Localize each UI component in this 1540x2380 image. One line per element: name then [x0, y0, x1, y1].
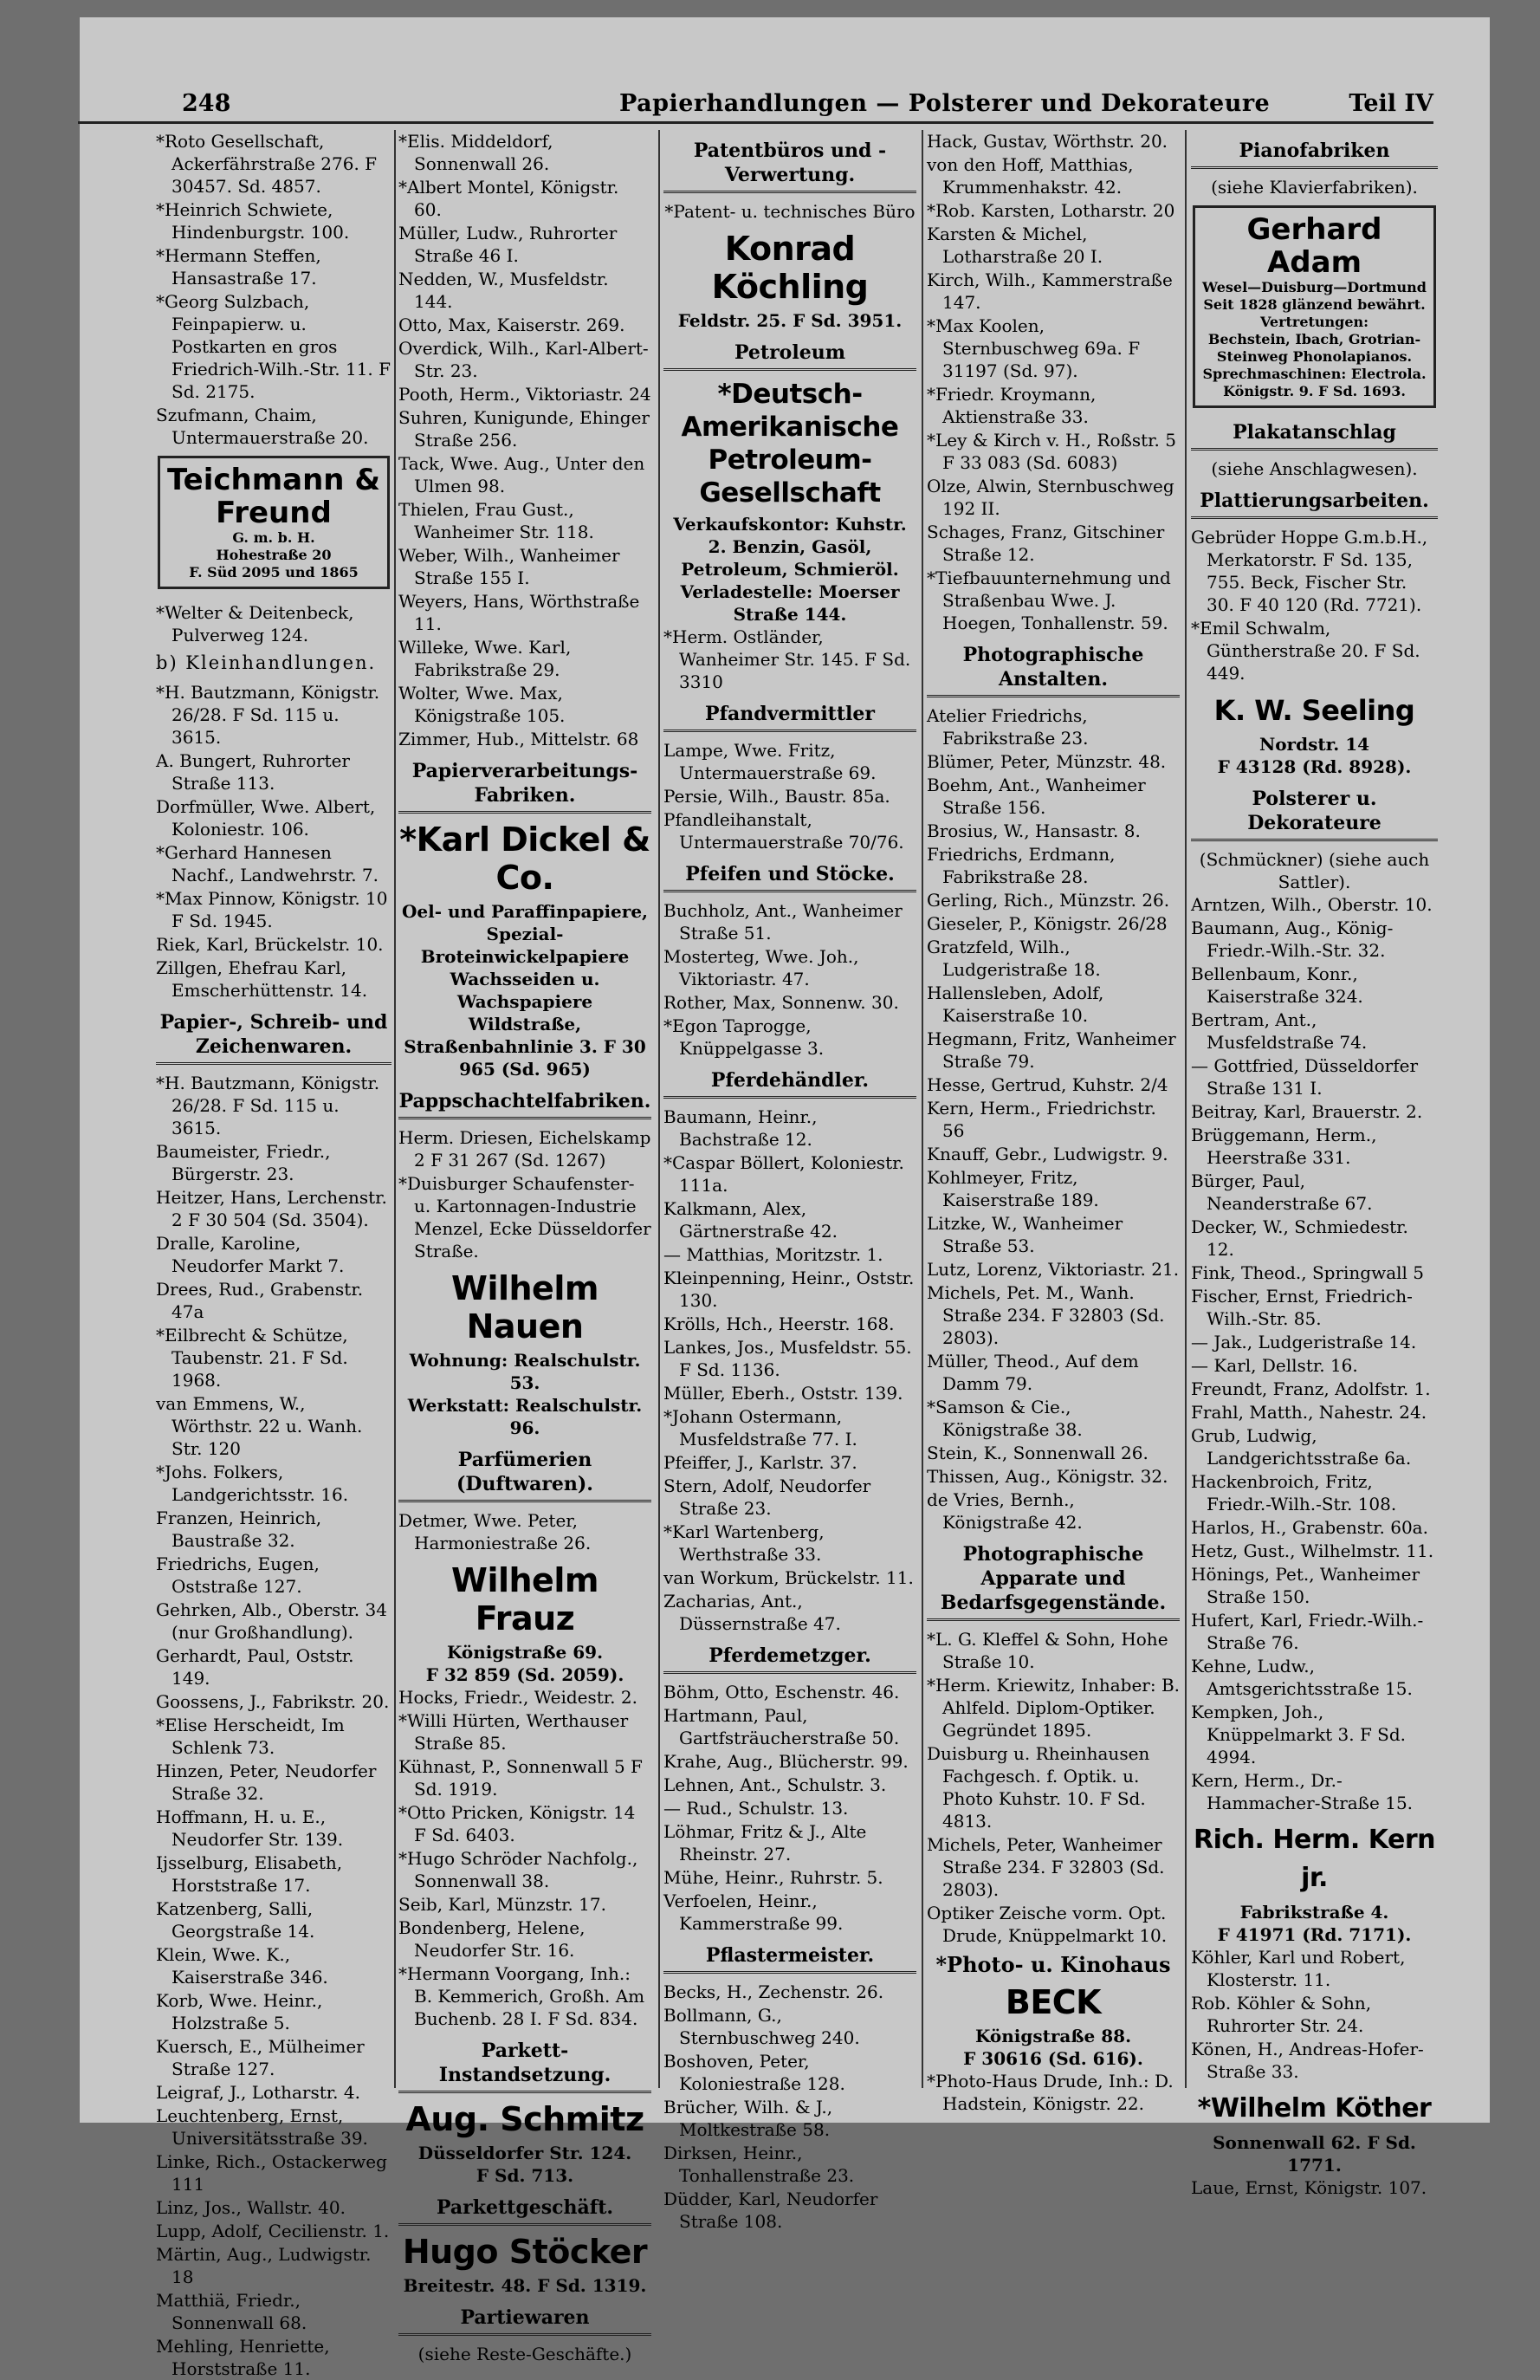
- entry-list: [927, 704, 1180, 1534]
- directory-entry: Lutz, Lorenz, Viktoriastr. 21.: [927, 1259, 1180, 1280]
- directory-entry: Brücher, Wilh. & J., Moltkestraße 58.: [663, 2097, 833, 2140]
- directory-entry: *Herm. Ostländer, Wanheimer Str. 145. F Sd. 3310: [663, 626, 911, 692]
- directory-entry: Hartmann, Paul, Gartfsträucherstraße 50.: [663, 1705, 900, 1748]
- directory-entry: Lampe, Wwe. Fritz, Untermauerstraße 69.: [663, 740, 877, 783]
- ad-line: Werkstatt: Realschulstr. 96.: [407, 1395, 643, 1438]
- ad-line: F. Süd 2095 und 1865: [189, 564, 359, 580]
- ad-line: Sprechmaschinen: Electrola.: [1202, 366, 1427, 382]
- directory-entry: Boshoven, Peter, Koloniestraße 128.: [663, 2051, 845, 2094]
- directory-entry: Riek, Karl, Brückelstr. 10.: [156, 934, 384, 955]
- ad-line: Bechstein, Ibach, Grotrian-Steinweg Phonolapianos.: [1207, 331, 1421, 365]
- directory-entry: *H. Bautzmann, Königstr. 26/28. F Sd. 115 u. 3615.: [156, 682, 380, 748]
- directory-entry: *H. Bautzmann, Königstr. 26/28. F Sd. 115 u. 3615.: [156, 1073, 380, 1138]
- directory-entry: Katzenberg, Salli, Georgstraße 14.: [156, 1898, 315, 1942]
- directory-entry: Kleinpenning, Heinr., Oststr. 130.: [663, 1268, 915, 1311]
- directory-entry: *Eilbrecht & Schütze, Taubenstr. 21. F Sd. 1968.: [156, 1325, 348, 1391]
- section-heading: Plattierungsarbeiten.: [1191, 489, 1438, 519]
- directory-entry: Bürger, Paul, Neanderstraße 67.: [1191, 1171, 1373, 1214]
- entry-list: [398, 1686, 651, 2030]
- directory-entry: Kern, Herm., Friedrichstr. 56: [927, 1098, 1156, 1141]
- directory-entry: Szufmann, Chaim, Untermauerstraße 20.: [156, 405, 369, 448]
- entry-list: [156, 130, 391, 449]
- ad-line: Vertretungen:: [1259, 314, 1369, 330]
- directory-entry: Lupp, Adolf, Cecilienstr. 1.: [156, 2221, 390, 2241]
- directory-entry: Optiker Zeische vorm. Opt. Drude, Knüppelmarkt 10.: [927, 1903, 1168, 1946]
- directory-entry: *Rob. Karsten, Lotharstr. 20: [927, 200, 1175, 221]
- directory-entry: Linz, Jos., Wallstr. 40.: [156, 2197, 346, 2218]
- directory-entry: Könen, H., Andreas-Hofer-Straße 33.: [1191, 2039, 1424, 2082]
- directory-entry: Michels, Peter, Wanheimer Straße 234. F 32803 (Sd. 2803).: [927, 1834, 1165, 1900]
- directory-entry: *Hermann Steffen, Hansastraße 17.: [156, 245, 321, 289]
- ad-line: F 30616 (Sd. 616).: [963, 2048, 1143, 2069]
- directory-entry: *Welter & Deitenbeck, Pulverweg 124.: [156, 602, 354, 645]
- directory-entry: Weber, Wilh., Wanheimer Straße 155 I.: [398, 545, 620, 588]
- directory-entry: Willeke, Wwe. Karl, Fabrikstraße 29.: [398, 637, 572, 680]
- ad-line: Feldstr. 25. F Sd. 3951.: [677, 310, 903, 331]
- directory-entry: *Willi Hürten, Werthauser Straße 85.: [398, 1710, 629, 1754]
- ad-company-name: Rich. Herm. Kern jr.: [1194, 1825, 1435, 1893]
- directory-entry: *Ley & Kirch v. H., Roßstr. 5 F 33 083 (Sd. 6083): [927, 430, 1176, 473]
- directory-entry: Matthiä, Friedr., Sonnenwall 68.: [156, 2290, 307, 2333]
- directory-entry: Suhren, Kunigunde, Ehinger Straße 256.: [398, 407, 650, 451]
- directory-entry: Rob. Köhler & Sohn, Ruhrorter Str. 24.: [1191, 1993, 1372, 2036]
- column-3: [663, 130, 916, 2232]
- section-heading: Pferdemetzger.: [663, 1644, 916, 1674]
- directory-entry: *Karl Wartenberg, Werthstraße 33.: [663, 1521, 825, 1565]
- directory-entry: Stein, K., Sonnenwall 26.: [927, 1443, 1149, 1463]
- section-heading: Pferdehändler.: [663, 1068, 916, 1099]
- directory-entry: *Emil Schwalm, Güntherstraße 20. F Sd. 449.: [1191, 618, 1420, 684]
- section-heading: Pianofabriken: [1191, 139, 1438, 169]
- directory-entry: Gebrüder Hoppe G.m.b.H., Merkatorstr. F Sd. 135, 755. Beck, Fischer Str. 30. F 40 120 (Rd. 7721).: [1191, 527, 1428, 615]
- ad-line: Fabrikstraße 4.: [1239, 1902, 1389, 1923]
- directory-entry: *L. G. Kleffel & Sohn, Hohe Straße 10.: [927, 1629, 1168, 1672]
- column-divider: [1185, 130, 1187, 2088]
- directory-entry: Zacharias, Ant., Düssernstraße 47.: [663, 1591, 841, 1634]
- entry-list: [663, 1981, 916, 2233]
- directory-entry: Litzke, W., Wanheimer Straße 53.: [927, 1213, 1123, 1256]
- ad-company-name: Wilhelm Nauen: [451, 1269, 599, 1346]
- entry-list: [663, 739, 916, 853]
- directory-entry: Weyers, Hans, Wörthstraße 11.: [398, 591, 640, 634]
- ad-text-lines: [398, 1641, 651, 1686]
- section-heading: Pfandvermittler: [663, 702, 916, 732]
- entry-list: [663, 899, 916, 1060]
- directory-entry: Kempken, Joh., Knüppelmarkt 3. F Sd. 4994.: [1191, 1702, 1407, 1767]
- ad-line: Königstraße 88.: [974, 2026, 1132, 2046]
- directory-entry: Duisburg u. Rheinhausen Fachgesch. f. Optik. u. Photo Kuhstr. 10. F Sd. 4813.: [927, 1743, 1150, 1832]
- directory-entry: Hallensleben, Adolf, Kaiserstraße 10.: [927, 982, 1104, 1026]
- directory-entry: Klein, Wwe. K., Kaiserstraße 346.: [156, 1944, 328, 1988]
- section-heading: Pappschachtelfabriken.: [398, 1089, 651, 1119]
- directory-entry: Bollmann, G., Sternbuschweg 240.: [663, 2005, 860, 2048]
- advertisement-box: [1193, 205, 1436, 408]
- entry-list: [1191, 1946, 1438, 2083]
- ad-company-name: *Deutsch-Amerikanische Petroleum-Gesellschaft: [681, 379, 899, 509]
- directory-entry: Kuersch, E., Mülheimer Straße 127.: [156, 2036, 365, 2079]
- directory-entry: Olze, Alwin, Sternbuschweg 192 II.: [927, 476, 1174, 519]
- directory-entry: Krahe, Aug., Blücherstr. 99.: [663, 1751, 909, 1772]
- directory-entry: Zimmer, Hub., Mittelstr. 68: [398, 729, 639, 749]
- directory-entry: — Gottfried, Düsseldorfer Straße 131 I.: [1191, 1055, 1419, 1099]
- directory-entry: Hufert, Karl, Friedr.-Wilh.-Straße 76.: [1191, 1610, 1424, 1653]
- section-heading: Pflastermeister.: [663, 1943, 916, 1974]
- directory-entry: *Egon Taprogge, Knüppelgasse 3.: [663, 1015, 825, 1059]
- entry-list: [398, 1126, 651, 1262]
- directory-entry: — Rud., Schulstr. 13.: [663, 1798, 849, 1819]
- directory-entry: Overdick, Wilh., Karl-Albert-Str. 23.: [398, 338, 649, 381]
- ad-line: Sonnenwall 62. F Sd. 1771.: [1213, 2132, 1416, 2176]
- part-label: Teil IV: [1349, 90, 1433, 117]
- directory-entry: Nedden, W., Musfeldstr. 144.: [398, 269, 609, 312]
- ad-text-lines: [398, 900, 651, 1080]
- directory-entry: Mosterteg, Wwe. Joh., Viktoriastr. 47.: [663, 946, 859, 989]
- directory-entry: Otto, Max, Kaiserstr. 269.: [398, 315, 625, 335]
- ad-line: Oel- und Paraffinpapiere, Spezial-Broteinwickelpapiere Wachsseiden u. Wachspapiere: [401, 901, 649, 1012]
- ad-text-lines: [1191, 1901, 1438, 1946]
- directory-entry: Friedrichs, Eugen, Oststraße 127.: [156, 1553, 320, 1597]
- directory-entry: Schages, Franz, Gitschiner Straße 12.: [927, 522, 1165, 565]
- directory-entry: Becks, H., Zechenstr. 26.: [663, 1981, 884, 2002]
- directory-entry: Freundt, Franz, Adolfstr. 1.: [1191, 1378, 1431, 1399]
- directory-entry: Hocks, Friedr., Weidestr. 2.: [398, 1687, 637, 1708]
- directory-entry: Bondenberg, Helene, Neudorfer Str. 16.: [398, 1917, 586, 1961]
- column-2: [398, 130, 651, 2364]
- directory-entry: Stern, Adolf, Neudorfer Straße 23.: [663, 1475, 871, 1519]
- directory-entry: *Caspar Böllert, Koloniestr. 111a.: [663, 1152, 904, 1196]
- directory-entry: Verfoelen, Heinr., Kammerstraße 99.: [663, 1890, 844, 1934]
- directory-entry: Gratzfeld, Wilh., Ludgeristraße 18.: [927, 937, 1101, 980]
- section-heading: Parkettgeschäft.: [398, 2195, 651, 2226]
- entry-list: [927, 130, 1180, 634]
- directory-entry: *Georg Sulzbach, Feinpapierw. u. Postkarten en gros Friedrich-Wilh.-Str. 11. F Sd. 2175.: [156, 291, 391, 402]
- directory-entry: *Friedr. Kroymann, Aktienstraße 33.: [927, 384, 1097, 427]
- directory-entry: Kirch, Wilh., Kammerstraße 147.: [927, 269, 1173, 313]
- ad-line: G. m. b. H.: [232, 529, 315, 546]
- directory-entry: Pfandleihanstalt, Untermauerstraße 70/76.: [663, 809, 904, 853]
- entry-list: [156, 681, 391, 1002]
- section-heading: Photographische Apparate und Bedarfsgegenstände.: [927, 1542, 1180, 1621]
- entry-list: [1191, 526, 1438, 684]
- section-heading: Parfümerien (Duftwaren).: [398, 1448, 651, 1502]
- directory-entry: Wolter, Wwe. Max, Königstraße 105.: [398, 683, 566, 726]
- directory-entry: A. Bungert, Ruhrorter Straße 113.: [156, 750, 350, 794]
- directory-entry: Düdder, Karl, Neudorfer Straße 108.: [663, 2189, 878, 2232]
- directory-entry: Lankes, Jos., Musfeldstr. 55. F Sd. 1136.: [663, 1337, 912, 1380]
- ad-line: Breitestr. 48. F Sd. 1319.: [403, 2275, 647, 2296]
- entry-list: [1191, 893, 1438, 1814]
- directory-entry: Märtin, Aug., Ludwigstr. 18: [156, 2244, 372, 2287]
- directory-entry: Müller, Theod., Auf dem Damm 79.: [927, 1351, 1139, 1394]
- directory-entry: Beitray, Karl, Brauerstr. 2.: [1191, 1101, 1423, 1122]
- ad-text-lines: [663, 309, 916, 332]
- directory-entry: Ijsselburg, Elisabeth, Horststraße 17.: [156, 1852, 343, 1896]
- ad-text-lines: [927, 2025, 1180, 2070]
- directory-entry: *Albert Montel, Königstr. 60.: [398, 177, 619, 220]
- directory-entry: van Emmens, W., Wörthstr. 22 u. Wanh. Str. 120: [156, 1393, 363, 1459]
- ad-company-name: *Karl Dickel & Co.: [399, 820, 650, 897]
- directory-entry: *Gerhard Hannesen Nachf., Landwehrstr. 7.: [156, 842, 379, 885]
- directory-entry: Mehling, Henriette, Horststraße 11.: [156, 2336, 330, 2379]
- advertisement-box: [158, 456, 390, 589]
- section-heading: Polsterer u. Dekorateure: [1191, 787, 1438, 841]
- cross-reference-note: (Schmückner) (siehe auch Sattler).: [1199, 849, 1430, 892]
- directory-entry: Hackenbroich, Fritz, Friedr.-Wilh.-Str. 108.: [1191, 1471, 1397, 1514]
- ad-line: Seit 1828 glänzend bewährt.: [1203, 296, 1426, 313]
- directory-entry: Decker, W., Schmiedestr. 12.: [1191, 1216, 1408, 1260]
- directory-entry: Atelier Friedrichs, Fabrikstraße 23.: [927, 705, 1089, 749]
- ad-company-name: Gerhard Adam: [1246, 212, 1382, 280]
- running-header: [78, 83, 1433, 124]
- ad-line: Wildstraße, Straßenbahnlinie 3. F 30 965 (Sd. 965): [404, 1014, 646, 1080]
- entry-list: [927, 1628, 1180, 1947]
- section-heading: Patentbüros und -Verwertung.: [663, 139, 916, 193]
- ad-text-lines: [1191, 2131, 1438, 2176]
- column-5: [1191, 130, 1438, 2198]
- directory-entry: Buchholz, Ant., Wanheimer Straße 51.: [663, 900, 903, 944]
- section-heading: Papierverarbeitungs-Fabriken.: [398, 759, 651, 814]
- column-4: [927, 130, 1180, 2114]
- directory-entry: *Heinrich Schwiete, Hindenburgstr. 100.: [156, 199, 350, 243]
- directory-entry: Friedrichs, Erdmann, Fabrikstraße 28.: [927, 844, 1116, 887]
- section-heading: Parkett-Instandsetzung.: [398, 2039, 651, 2093]
- directory-entry: Michels, Pet. M., Wanh. Straße 234. F 32803 (Sd. 2803).: [927, 1282, 1165, 1348]
- entry-list: [663, 626, 916, 693]
- cross-reference-note: (siehe Klavierfabriken).: [1211, 177, 1418, 198]
- directory-entry: Pfeiffer, J., Karlstr. 37.: [663, 1452, 857, 1473]
- ad-line: Wohnung: Realschulstr. 53.: [409, 1350, 641, 1393]
- ad-line: Nordstr. 14: [1259, 734, 1370, 755]
- ad-text-lines: [398, 2142, 651, 2187]
- directory-entry: Thissen, Aug., Königstr. 32.: [927, 1466, 1168, 1487]
- directory-entry: Kalkmann, Alex, Gärtnerstraße 42.: [663, 1198, 838, 1242]
- ad-line: Wesel—Duisburg—Dortmund: [1202, 279, 1427, 295]
- ad-company-name: *Wilhelm Köther: [1197, 2093, 1432, 2124]
- directory-entry: Hegmann, Fritz, Wanheimer Straße 79.: [927, 1028, 1176, 1072]
- directory-entry: Köhler, Karl und Robert, Klosterstr. 11.: [1191, 1947, 1406, 1990]
- directory-entry: Laue, Ernst, Königstr. 107.: [1191, 2177, 1427, 2198]
- directory-entry: *Samson & Cie., Königstraße 38.: [927, 1397, 1083, 1440]
- directory-entry: Herm. Driesen, Eichelskamp 2 F 31 267 (Sd. 1267): [398, 1127, 651, 1171]
- entry-list: [927, 2070, 1180, 2115]
- directory-entry: *Johann Ostermann, Musfeldstraße 77. I.: [663, 1406, 857, 1449]
- directory-entry: Kohlmeyer, Fritz, Kaiserstraße 189.: [927, 1167, 1099, 1210]
- ad-company-name: Aug. Schmitz: [405, 2100, 644, 2138]
- directory-entry: Heitzer, Hans, Lerchenstr. 2 F 30 504 (Sd. 3504).: [156, 1187, 387, 1230]
- directory-entry: Baumann, Heinr., Bachstraße 12.: [663, 1106, 818, 1150]
- ad-line: Hohestraße 20: [216, 547, 332, 563]
- section-heading: Photographische Anstalten.: [927, 643, 1180, 697]
- directory-entry: — Matthias, Moritzstr. 1.: [663, 1244, 883, 1265]
- ad-line: Königstr. 9. F Sd. 1693.: [1223, 383, 1406, 399]
- directory-entry: Pooth, Herm., Viktoriastr. 24: [398, 384, 651, 405]
- directory-entry: *Johs. Folkers, Landgerichtsstr. 16.: [156, 1462, 349, 1505]
- section-heading: Papier-, Schreib- und Zeichenwaren.: [156, 1010, 391, 1065]
- section-heading: Partiewaren: [398, 2305, 651, 2336]
- ad-line: F 43128 (Rd. 8928).: [1217, 756, 1412, 777]
- ad-company-name: Konrad Köchling: [711, 230, 869, 306]
- directory-entry: Bellenbaum, Konr., Kaiserstraße 324.: [1191, 963, 1363, 1007]
- directory-entry: Drees, Rud., Grabenstr. 47a: [156, 1279, 364, 1322]
- directory-entry: Franzen, Heinrich, Baustraße 32.: [156, 1508, 322, 1551]
- directory-entry: Gerhardt, Paul, Oststr. 149.: [156, 1645, 354, 1689]
- directory-entry: Krölls, Hch., Heerstr. 168.: [663, 1313, 895, 1334]
- directory-entry: Boehm, Ant., Wanheimer Straße 156.: [927, 775, 1146, 818]
- directory-entry: *Hugo Schröder Nachfolg., Sonnenwall 38.: [398, 1848, 638, 1891]
- ad-company-name: Wilhelm Frauz: [451, 1561, 599, 1637]
- ad-preline: *Patent- u. technisches Büro: [664, 201, 916, 222]
- directory-entry: *Max Koolen, Sternbuschweg 69a. F 31197 (Sd. 97).: [927, 315, 1141, 381]
- entry-list: [663, 1681, 916, 1935]
- directory-entry: Hoffmann, H. u. E., Neudorfer Str. 139.: [156, 1806, 344, 1850]
- directory-entry: Müller, Eberh., Oststr. 139.: [663, 1383, 903, 1404]
- directory-entry: Hack, Gustav, Wörthstr. 20.: [927, 131, 1168, 152]
- directory-entry: Thielen, Frau Gust., Wanheimer Str. 118.: [398, 499, 594, 542]
- ad-line: F 32 859 (Sd. 2059).: [425, 1664, 624, 1685]
- entry-list: [398, 130, 651, 750]
- cross-reference-note: (siehe Reste-Geschäfte.): [417, 2344, 632, 2364]
- directory-entry: Dirksen, Heinr., Tonhallenstraße 23.: [663, 2143, 855, 2186]
- directory-entry: Fischer, Ernst, Friedrich-Wilh.-Str. 85.: [1191, 1286, 1413, 1329]
- directory-entry: *Hermann Voorgang, Inh.: B. Kemmerich, Großh. Am Buchenb. 28 I. F Sd. 834.: [398, 1963, 645, 2029]
- directory-entry: van Workum, Brückelstr. 11.: [663, 1567, 914, 1588]
- column-divider: [658, 130, 660, 2088]
- ad-line: F Sd. 713.: [476, 2165, 574, 2186]
- directory-entry: *Elis. Middeldorf, Sonnenwall 26.: [398, 131, 553, 174]
- directory-entry: Kehne, Ludw., Amtsgerichtsstraße 15.: [1191, 1656, 1413, 1699]
- directory-entry: Müller, Ludw., Ruhrorter Straße 46 I.: [398, 223, 618, 266]
- directory-entry: *Duisburger Schaufenster- u. Kartonnagen-Industrie Menzel, Ecke Düsseldorfer Straße.: [398, 1173, 651, 1261]
- entry-list: [156, 601, 391, 646]
- directory-entry: Rother, Max, Sonnenw. 30.: [663, 992, 899, 1013]
- ad-line: Königstraße 69.: [446, 1642, 604, 1663]
- directory-entry: Karsten & Michel, Lotharstraße 20 I.: [927, 224, 1103, 267]
- ad-text-lines: [1199, 279, 1430, 400]
- directory-entry: Gehrken, Alb., Oberstr. 34 (nur Großhandlung).: [156, 1599, 387, 1643]
- ad-line: Düsseldorfer Str. 124.: [417, 2143, 632, 2163]
- directory-entry: Seib, Karl, Münzstr. 17.: [398, 1894, 606, 1915]
- directory-entry: von den Hoff, Matthias, Krummenhakstr. 42.: [927, 154, 1134, 198]
- page-title: Papierhandlungen — Polsterer und Dekorateure: [619, 90, 1271, 117]
- section-heading: Petroleum: [663, 340, 916, 371]
- directory-entry: Blümer, Peter, Münzstr. 48.: [927, 751, 1167, 772]
- directory-entry: Frahl, Matth., Nahestr. 24.: [1191, 1402, 1427, 1423]
- column-1: [156, 130, 391, 2379]
- directory-entry: Leigraf, J., Lotharstr. 4.: [156, 2082, 360, 2103]
- directory-entry: *Tiefbauunternehmung und Straßenbau Wwe. J. Hoegen, Tonhallenstr. 59.: [927, 567, 1171, 633]
- directory-entry: *Photo-Haus Drude, Inh.: D. Hadstein, Königstr. 22.: [927, 2071, 1174, 2114]
- page-number: 248: [182, 90, 231, 117]
- directory-entry: Linke, Rich., Ostackerweg 111: [156, 2151, 387, 2195]
- directory-entry: Fink, Theod., Springwall 5: [1191, 1262, 1425, 1283]
- subsection-heading: b) Kleinhandlungen.: [156, 652, 377, 673]
- directory-entry: Baumann, Aug., König-Friedr.-Wilh.-Str. 32.: [1191, 918, 1394, 961]
- directory-entry: Knauff, Gebr., Ludwigstr. 9.: [927, 1144, 1168, 1164]
- column-divider: [394, 130, 396, 2088]
- entry-list: [663, 1106, 916, 1635]
- directory-entry: *Roto Gesellschaft, Ackerfährstraße 276. F 30457. Sd. 4857.: [156, 131, 378, 197]
- directory-entry: *Max Pinnow, Königstr. 10 F Sd. 1945.: [156, 888, 388, 931]
- entry-list: [1191, 2176, 1438, 2199]
- ad-text-lines: [398, 1349, 651, 1439]
- directory-entry: *Otto Pricken, Königstr. 14 F Sd. 6403.: [398, 1802, 636, 1845]
- directory-entry: *Elise Herscheidt, Im Schlenk 73.: [156, 1715, 345, 1758]
- directory-entry: Detmer, Wwe. Peter, Harmoniestraße 26.: [398, 1510, 592, 1553]
- cross-reference-note: (siehe Anschlagwesen).: [1211, 458, 1418, 479]
- ad-line: F 41971 (Rd. 7171).: [1217, 1924, 1412, 1945]
- directory-entry: Dorfmüller, Wwe. Albert, Koloniestr. 106.: [156, 796, 376, 840]
- directory-entry: de Vries, Bernh., Königstraße 42.: [927, 1489, 1083, 1533]
- directory-entry: — Jak., Ludgeristraße 14.: [1191, 1332, 1417, 1352]
- section-heading: Pfeifen und Stöcke.: [663, 862, 916, 892]
- directory-entry: Kern, Herm., Dr.-Hammacher-Straße 15.: [1191, 1770, 1414, 1813]
- directory-entry: Hesse, Gertrud, Kuhstr. 2/4: [927, 1074, 1168, 1095]
- column-divider: [922, 130, 923, 2088]
- entry-list: [398, 1509, 651, 1554]
- directory-entry: Gieseler, P., Königstr. 26/28: [927, 913, 1168, 934]
- directory-entry: Harlos, H., Grabenstr. 60a.: [1191, 1517, 1428, 1538]
- directory-entry: Zillgen, Ehefrau Karl, Emscherhüttenstr. 14.: [156, 957, 368, 1001]
- directory-entry: Böhm, Otto, Eschenstr. 46.: [663, 1682, 900, 1702]
- directory-entry: *Herm. Kriewitz, Inhaber: B. Ahlfeld. Diplom-Optiker. Gegründet 1895.: [927, 1675, 1180, 1741]
- directory-entry: Bertram, Ant., Musfeldstraße 74.: [1191, 1009, 1368, 1053]
- ad-text-lines: [663, 513, 916, 626]
- directory-entry: Brosius, W., Hansastr. 8.: [927, 820, 1141, 841]
- directory-entry: Hönings, Pet., Wanheimer Straße 150.: [1191, 1564, 1420, 1607]
- ad-company-name: Teichmann & Freund: [166, 463, 381, 530]
- ad-company-name: K. W. Seeling: [1213, 694, 1415, 727]
- directory-entry: Leuchtenberg, Ernst, Universitätsstraße 39.: [156, 2105, 368, 2149]
- ad-text-lines: [398, 2274, 651, 2297]
- ad-text-lines: [1191, 733, 1438, 778]
- directory-entry: Lehnen, Ant., Schulstr. 3.: [663, 1774, 887, 1795]
- directory-entry: Gerling, Rich., Münzstr. 26.: [927, 890, 1170, 911]
- ad-preline: *Photo- u. Kinohaus: [935, 1952, 1171, 1977]
- directory-entry: Persie, Wilh., Baustr. 85a.: [663, 786, 890, 807]
- directory-entry: Brüggemann, Herm., Heerstraße 331.: [1191, 1125, 1377, 1168]
- directory-entry: Hetz, Gust., Wilhelmstr. 11.: [1191, 1540, 1434, 1561]
- directory-entry: — Karl, Dellstr. 16.: [1191, 1355, 1358, 1376]
- directory-entry: Tack, Wwe. Aug., Unter den Ulmen 98.: [398, 453, 645, 496]
- ad-line: Verkaufskontor: Kuhstr. 2. Benzin, Gasöl, Petroleum, Schmieröl. Verladestelle: Moerser Straße 144.: [673, 514, 907, 625]
- directory-entry: Goossens, J., Fabrikstr. 20.: [156, 1691, 390, 1712]
- ad-company-name: BECK: [1005, 1983, 1102, 2021]
- directory-entry: Dralle, Karoline, Neudorfer Markt 7.: [156, 1233, 345, 1276]
- section-heading: Plakatanschlag: [1191, 420, 1438, 451]
- directory-entry: Löhmar, Fritz & J., Alte Rheinstr. 27.: [663, 1821, 867, 1864]
- directory-entry: Baumeister, Friedr., Bürgerstr. 23.: [156, 1141, 331, 1184]
- entry-list: [156, 1072, 391, 2380]
- directory-entry: Grub, Ludwig, Landgerichtsstraße 6a.: [1191, 1425, 1412, 1469]
- directory-entry: Korb, Wwe. Heinr., Holzstraße 5.: [156, 1990, 323, 2033]
- directory-entry: Arntzen, Wilh., Oberstr. 10.: [1191, 894, 1433, 915]
- directory-entry: Kühnast, P., Sonnenwall 5 F Sd. 1919.: [398, 1756, 643, 1800]
- ad-company-name: Hugo Stöcker: [402, 2233, 648, 2271]
- directory-entry: Hinzen, Peter, Neudorfer Straße 32.: [156, 1761, 377, 1804]
- directory-entry: Mühe, Heinr., Ruhrstr. 5.: [663, 1867, 883, 1888]
